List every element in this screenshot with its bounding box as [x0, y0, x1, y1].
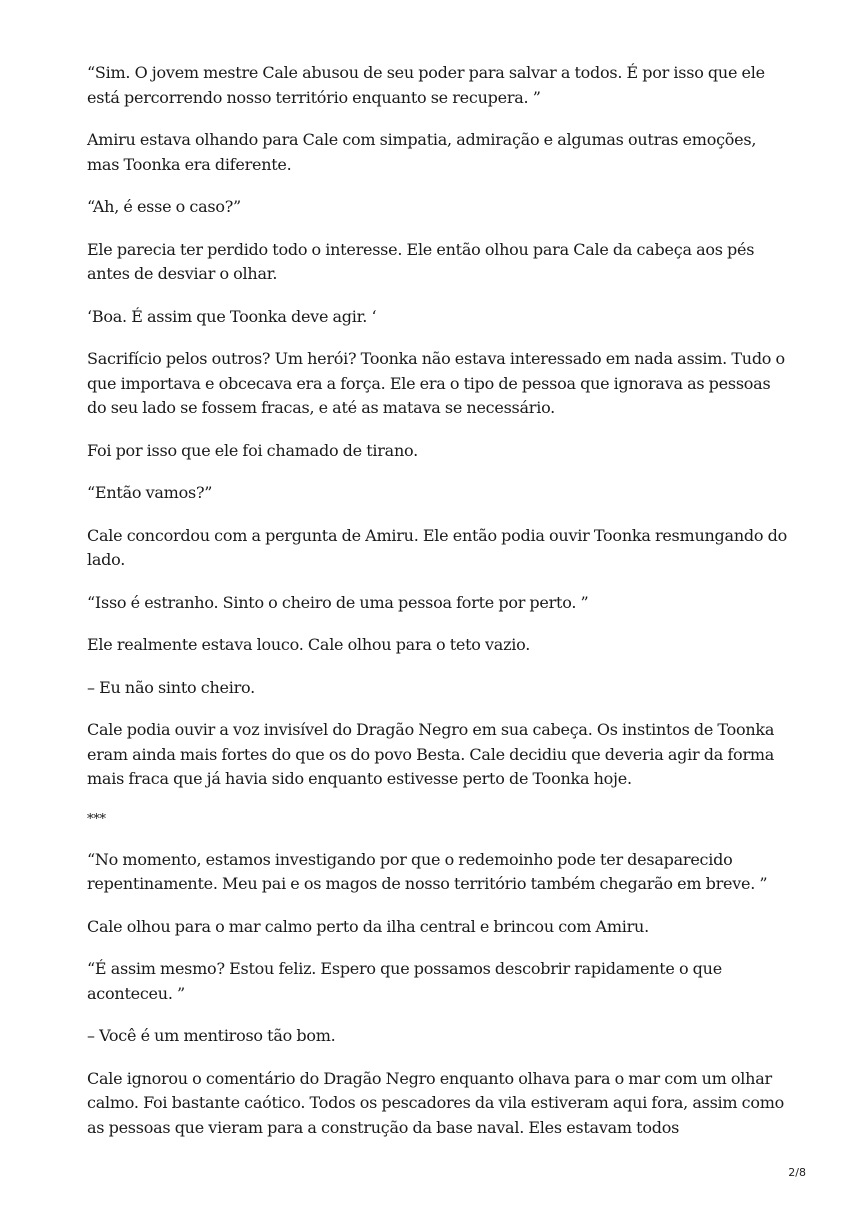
paragraph: Amiru estava olhando para Cale com simpatia, admiração e algumas outras emoções, mas Toonka era diferente. — [87, 130, 757, 174]
paragraph: ‘Boa. É assim que Toonka deve agir. ‘ — [87, 306, 377, 326]
paragraph: Ele parecia ter perdido todo o interesse. Ele então olhou para Cale da cabeça aos pés antes de desviar o olhar. — [87, 239, 755, 283]
paragraph: “Ah, é esse o caso?” — [87, 197, 241, 216]
paragraph: Cale concordou com a pergunta de Amiru. Ele então podia ouvir Toonka resmungando do lado. — [87, 525, 787, 569]
paragraph: – Você é um mentiroso tão bom. — [87, 1026, 336, 1045]
paragraph: “Isso é estranho. Sinto o cheiro de uma pessoa forte por perto. ” — [87, 592, 589, 612]
paragraph: Foi por isso que ele foi chamado de tirano. — [87, 440, 418, 460]
paragraph: “Então vamos?” — [87, 483, 213, 502]
paragraph: – Eu não sinto cheiro. — [87, 677, 255, 697]
paragraph: “No momento, estamos investigando por que o redemoinho pode ter desaparecido repentinamente. Meu pai e os magos de nosso território também chegarão em breve. ” — [87, 849, 768, 893]
paragraph: “É assim mesmo? Estou feliz. Espero que possamos descobrir rapidamente o que aconteceu. ” — [87, 959, 722, 1003]
paragraph: Cale ignorou o comentário do Dragão Negro enquanto olhava para o mar com um olhar calmo. Foi bastante caótico. Todos os pescadores da vila estiveram aqui fora, assim como as pessoas que vieram para a construção da base naval. Eles estavam todos — [87, 1068, 785, 1137]
scene-separator: *** — [87, 811, 106, 827]
paragraph: Sacrifício pelos outros? Um herói? Toonka não estava interessado em nada assim. Tudo o que importava e obcecava era a força. Ele era o tipo de pessoa que ignorava as pessoas do seu lado se fossem fracas, e até as matava se necessário. — [87, 349, 785, 417]
paragraph: Cale olhou para o mar calmo perto da ilha central e brincou com Amiru. — [87, 916, 649, 936]
paragraph: Cale podia ouvir a voz invisível do Dragão Negro em sua cabeça. Os instintos de Toonka eram ainda mais fortes do que os do povo Besta. Cale decidiu que deveria agir da forma mais fraca que já havia sido enquanto estivesse perto de Toonka hoje. — [87, 720, 775, 788]
document-body — [87, 61, 787, 1158]
paragraph: “Sim. O jovem mestre Cale abusou de seu poder para salvar a todos. É por isso que ele está percorrendo nosso território enquanto se recupera. ” — [87, 63, 765, 107]
paragraph: Ele realmente estava louco. Cale olhou para o teto vazio. — [87, 635, 531, 654]
page-number: 2/8 — [788, 1166, 806, 1179]
